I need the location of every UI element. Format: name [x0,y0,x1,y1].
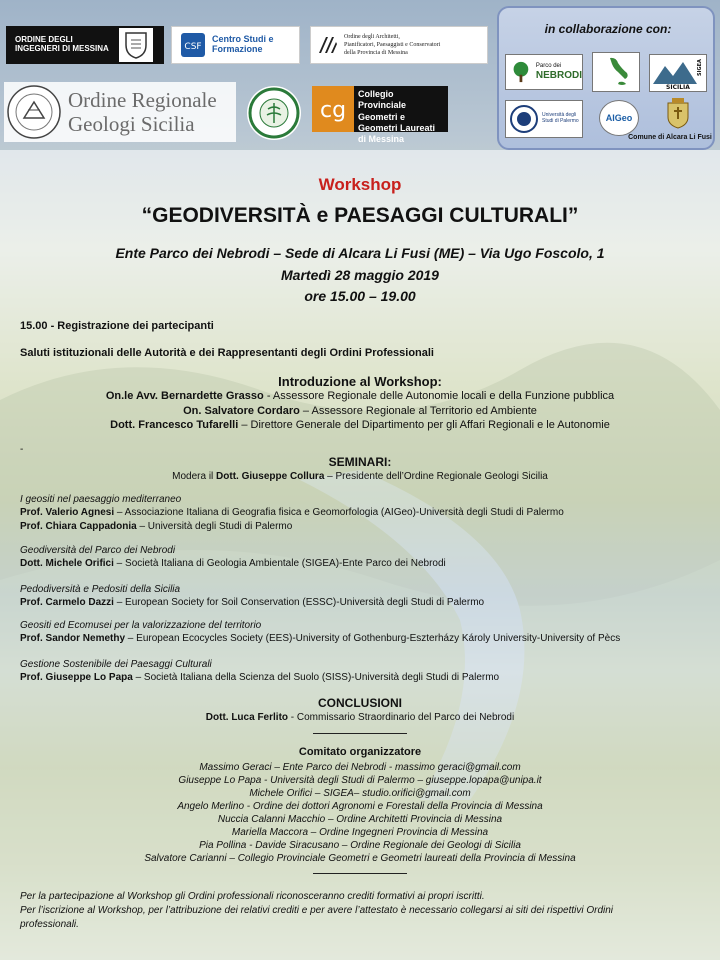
comune-crest-icon [666,97,690,129]
logo-ordine-architetti [310,26,488,64]
collaboration-title: in collaborazione con: [544,22,672,36]
conclusions-role: - Commissario Straordinario del Parco dei Nebrodi [288,712,515,723]
nebrodi-small-text: Parco dei [535,63,562,70]
speaker-name: Dott. Michele Orifici [20,558,114,569]
geologi-seal-icon [6,84,62,140]
intro-speaker-3-role: – Direttore Generale del Dipartimento per gli Affari Regionali e le Autonomie [238,419,610,431]
intro-speaker-2-name: On. Salvatore Cordaro [183,405,300,417]
speaker-name: Prof. Sandor Nemethy [20,633,126,644]
speaker-name: Prof. Carmelo Dazzi [20,597,114,608]
svg-text:CSF: CSF [184,42,202,52]
logo-unipa [505,100,583,138]
workshop-venue: Ente Parco dei Nebrodi – Sede di Alcara Li Fusi (ME) – Via Ugo Foscolo, 1 [115,245,605,261]
intro-speaker-3-name: Dott. Francesco Tufarelli [110,419,239,431]
footer-registration-note: Per l’iscrizione al Workshop, per l’attribuzione dei relativi crediti e per avere l’attestato è necessario collegarsi ai siti dei rispettivi Ordini [20,905,614,916]
session-1-topic: I geositi nel paesaggio mediterraneo [20,494,182,505]
logo-ingegneri-text: ORDINE DEGLI INGEGNERI DI MESSINA [15,35,109,53]
sigea-icon [651,56,705,90]
logo-sigea [649,54,707,92]
aigeo-text: AIGeo [605,113,633,123]
logo-collegio-geometri [312,86,448,144]
italy-map-icon [596,55,636,89]
conclusions-name: Dott. Luca Ferlito [205,712,289,723]
workshop-title: “GEODIVERSITÀ e PAESAGGI CULTURALI” [141,204,579,227]
agronomi-seal-icon [248,87,300,139]
session-2-topic: Geodiversità del Parco dei Nebrodi [20,545,176,556]
svg-text:cg: cg [319,98,347,123]
speaker-affiliation: – Università degli Studi di Palermo [136,521,293,532]
speaker-affiliation: – Associazione Italiana di Geografia fisica e Geomorfologia (AIGeo)-Università degli Studi di Palermo [114,507,564,518]
moderator-prefix: Modera il [172,471,217,482]
speaker-affiliation: – European Ecocycles Society (EES)-University of Gothenburg-Eszterházy Károly University-University of Pècs [125,633,621,644]
logo-italy-map [592,52,640,92]
committee-member: Nuccia Calanni Macchio – Ordine Architetti Provincia di Messina [217,814,503,825]
moderator-role: – Presidente dell’Ordine Regionale Geologi Sicilia [324,471,548,482]
architetti-line-2: Pianificatori, Paesaggisti e Conservatori [344,41,441,48]
moderator-name: Dott. Giuseppe Collura [216,471,325,482]
intro-speaker-3 [0,419,720,431]
session-1-speaker-2 [20,521,292,532]
centro-studi-icon [178,30,208,60]
speaker-name: Prof. Chiara Cappadonia [20,521,137,532]
speaker-affiliation: – Società Italiana di Geologia Ambientale (SIGEA)-Ente Parco dei Nebrodi [113,558,446,569]
tree-icon [509,59,533,85]
intro-speaker-2-role: – Assessore Regionale al Territorio ed Ambiente [299,405,537,417]
footer-credits-note: Per la partecipazione al Workshop gli Ordini professionali riconosceranno crediti formativi ai propri iscritti. [20,891,485,902]
session-2-speaker-1 [20,558,446,569]
session-1-speaker-1 [20,507,564,518]
program-greetings: Saluti istituzionali delle Autorità e dei Rappresentanti degli Ordini Professionali [20,347,434,359]
logo-centro-studi [171,26,300,64]
session-3-speaker-1 [20,597,484,608]
session-5-topic: Gestione Sostenibile dei Paesaggi Culturali [20,659,212,670]
workshop-kicker: Workshop [318,175,402,194]
footer-registration-note-end: professionali. [20,919,79,930]
workshop-time: ore 15.00 – 19.00 [304,288,416,304]
intro-title: Introduzione al Workshop: [278,374,442,389]
conclusions-title: CONCLUSIONI [318,696,402,710]
logo-ordine-ingegneri [6,26,164,64]
committee-member: Mariella Maccora – Ordine Ingegneri Provincia di Messina [231,827,489,838]
intro-speaker-1-name: On.le Avv. Bernardette Grasso [105,390,264,402]
architetti-icon [316,33,340,57]
committee-member: Michele Orifici – SIGEA– studio.orifici@gmail.com [249,788,471,799]
stray-dash: - [20,444,24,455]
logo-geologi-sicilia [4,82,236,142]
session-4-speaker-1 [20,633,620,644]
comune-text: Comune di Alcara Li Fusi [628,134,712,141]
logo-centro-studi-text: Centro Studi e Formazione [212,34,274,54]
geometri-icon [312,86,354,132]
session-3-topic: Pedodiversità e Pedositi della Sicilia [20,584,181,595]
conclusions-speaker [0,712,720,723]
committee-member: Massimo Geraci – Ente Parco dei Nebrodi - massimo geraci@gmail.com [199,762,521,773]
workshop-date: Martedì 28 maggio 2019 [281,267,439,283]
speaker-affiliation: – Società Italiana della Scienza del Suolo (SISS)-Università degli Studi di Palermo [132,672,500,683]
geologi-line-2: Geologi Sicilia [68,112,195,136]
divider [313,873,407,874]
collaboration-box [497,6,715,150]
seminars-moderator [0,471,720,482]
session-5-speaker-1 [20,672,499,683]
speaker-name: Prof. Valerio Agnesi [20,507,115,518]
session-4-topic: Geositi ed Ecomusei per la valorizzazione del territorio [20,620,262,631]
ingegneri-crest-icon [119,28,153,62]
speaker-affiliation: – European Society for Soil Conservation (ESSC)-Università degli Studi di Palermo [113,597,485,608]
intro-speaker-2 [0,405,720,417]
committee-title: Comitato organizzatore [298,746,422,758]
geologi-line-1: Ordine Regionale [68,87,217,112]
committee-member: Salvatore Carianni – Collegio Provinciale Geometri e Geometri laureati della Provincia di Messina [144,853,576,864]
architetti-line-3: della Provincia di Messina [344,50,408,57]
intro-speaker-1 [0,390,720,402]
seminars-title: SEMINARI: [328,455,392,469]
unipa-seal-icon [509,104,539,134]
committee-member: Giuseppe Lo Papa - Università degli Studi di Palermo – giuseppe.lopapa@unipa.it [178,775,542,786]
logo-aigeo [599,100,639,136]
logo-parco-nebrodi [505,54,583,90]
logo-comune-alcara [665,96,691,130]
unipa-text: Università degli Studi di Palermo [542,112,579,124]
geometri-text: Collegio Provinciale Geometri e Geometri Laureati di Messina [354,86,448,132]
committee-member: Pia Pollina - Davide Siracusano – Ordine Regionale dei Geologi di Sicilia [199,840,521,851]
committee-member: Angelo Merlino - Ordine dei dottori Agronomi e Forestali della Provincia di Messina [177,801,543,812]
nebrodi-text: NEBRODI [535,69,582,81]
program-registration: 15.00 - Registrazione dei partecipanti [20,320,214,332]
sigea-vertical-text: SIGEA [697,59,703,76]
svg-text:SICILIA: SICILIA [666,84,690,90]
speaker-name: Prof. Giuseppe Lo Papa [20,672,133,683]
architetti-line-1: Ordine degli Architetti, [344,33,400,40]
intro-speaker-1-role: - Assessore Regionale delle Autonomie locali e della Funzione pubblica [263,390,615,402]
logo-agronomi-forestali [247,86,301,140]
divider [313,733,407,734]
